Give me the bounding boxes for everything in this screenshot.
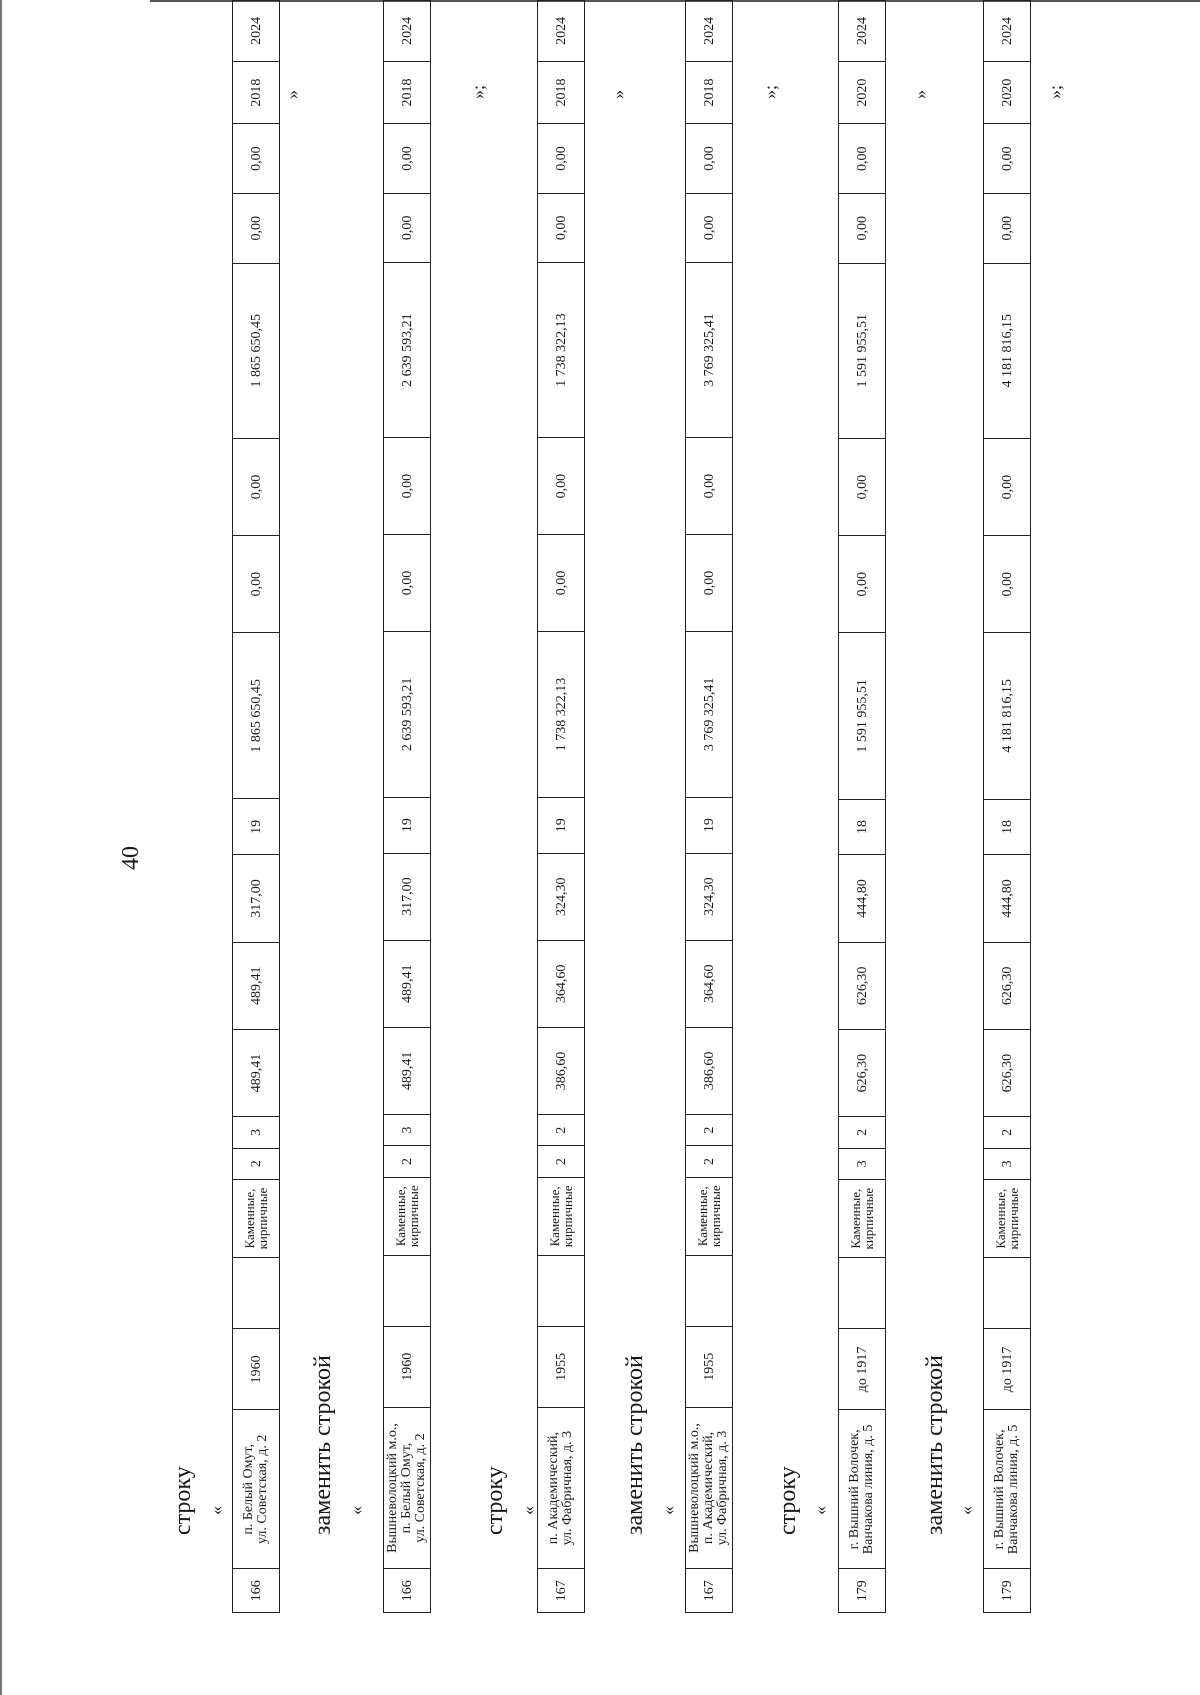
table-row (686, 1, 733, 1613)
cell-cost-owners: 3 769 325,41 (686, 263, 733, 438)
cell-address: г. Вышний Волочек, Ванчакова линия, д. 5 (839, 1410, 886, 1569)
cell-floors: 2 (384, 1146, 431, 1177)
cell-total-area: 386,60 (538, 1027, 585, 1114)
cell-residential-area: 324,30 (538, 853, 585, 940)
cell-number: 166 (384, 1569, 431, 1613)
section-heading: заменить строкой (622, 1355, 648, 1535)
cell-cost-regional: 0,00 (538, 438, 585, 535)
cell-residents: 18 (984, 799, 1031, 855)
quote-close: »; (1045, 84, 1065, 99)
cell-wall-material: Каменные, кирпичные (839, 1180, 886, 1258)
cell-residential-area: 317,00 (233, 855, 280, 942)
row-table (983, 0, 1031, 1613)
cell-living-area: 626,30 (984, 942, 1031, 1029)
cell-year-start: 2018 (233, 61, 280, 124)
cell-year-built: 1960 (384, 1326, 431, 1407)
cell-year-overhaul (839, 1258, 886, 1329)
cell-cost-regional: 0,00 (384, 438, 431, 535)
cell-year-overhaul (384, 1255, 431, 1326)
table-row (984, 1, 1031, 1613)
quote-open: « (346, 1506, 366, 1515)
cell-cost-other: 0,00 (839, 193, 886, 263)
cell-address: п. Белый Омут, ул. Советская, д. 2 (233, 1410, 280, 1569)
cell-residential-area: 324,30 (686, 853, 733, 940)
cell-year-end: 2024 (384, 1, 431, 62)
cell-total-area: 626,30 (984, 1029, 1031, 1116)
row-table (232, 0, 280, 1613)
cell-cost-total: 3 769 325,41 (686, 631, 733, 797)
cell-cost-extra: 0,00 (233, 124, 280, 194)
cell-address: Вышневолоцкий м.о., п. Белый Омут, ул. Советская, д. 2 (384, 1407, 431, 1569)
cell-number: 167 (538, 1569, 585, 1613)
cell-year-start: 2020 (839, 61, 886, 124)
quote-open: « (956, 1506, 976, 1515)
cell-year-end: 2024 (233, 1, 280, 62)
cell-year-start: 2020 (984, 61, 1031, 124)
quote-open: « (658, 1506, 678, 1515)
cell-cost-regional: 0,00 (233, 438, 280, 535)
cell-address: Вышневолоцкий м.о., п. Академический, ул. Фабричная, д. 3 (686, 1407, 733, 1569)
cell-year-overhaul (984, 1258, 1031, 1329)
cell-cost-extra: 0,00 (839, 124, 886, 194)
cell-entrances: 2 (538, 1115, 585, 1146)
row-table (685, 0, 733, 1613)
cell-residential-area: 317,00 (384, 853, 431, 940)
cell-wall-material: Каменные, кирпичные (233, 1179, 280, 1257)
cell-cost-total: 4 181 816,15 (984, 633, 1031, 799)
cell-cost-owners: 1 865 650,45 (233, 263, 280, 438)
cell-floors: 3 (984, 1148, 1031, 1179)
cell-year-overhaul (538, 1255, 585, 1326)
cell-cost-other: 0,00 (233, 193, 280, 263)
section-heading: строку (482, 1466, 508, 1535)
cell-cost-other: 0,00 (538, 193, 585, 262)
cell-living-area: 626,30 (839, 942, 886, 1029)
cell-year-end: 2024 (984, 1, 1031, 62)
cell-cost-extra: 0,00 (384, 124, 431, 193)
cell-floors: 2 (233, 1148, 280, 1179)
cell-living-area: 489,41 (384, 940, 431, 1027)
cell-floors: 3 (839, 1148, 886, 1179)
cell-living-area: 489,41 (233, 942, 280, 1029)
cell-cost-other: 0,00 (686, 193, 733, 262)
cell-cost-federal: 0,00 (233, 536, 280, 633)
section-heading: заменить строкой (922, 1355, 948, 1535)
cell-total-area: 489,41 (233, 1029, 280, 1116)
table-row (384, 1, 431, 1613)
cell-cost-other: 0,00 (984, 193, 1031, 263)
cell-residents: 19 (538, 797, 585, 853)
table-row (233, 1, 280, 1613)
cell-cost-federal: 0,00 (686, 535, 733, 632)
quote-close: »; (468, 84, 488, 99)
quote-open: « (206, 1506, 226, 1515)
cell-wall-material: Каменные, кирпичные (984, 1180, 1031, 1258)
cell-address: г. Вышний Волочек, Ванчакова линия, д. 5 (984, 1410, 1031, 1569)
row-table (537, 0, 585, 1613)
cell-cost-extra: 0,00 (984, 124, 1031, 194)
cell-total-area: 386,60 (686, 1027, 733, 1114)
cell-year-built: до 1917 (984, 1329, 1031, 1410)
cell-cost-extra: 0,00 (538, 124, 585, 193)
cell-cost-total: 2 639 593,21 (384, 631, 431, 797)
quote-open: « (518, 1506, 538, 1515)
cell-number: 179 (839, 1569, 886, 1613)
cell-cost-regional: 0,00 (984, 439, 1031, 536)
cell-year-start: 2018 (538, 61, 585, 123)
cell-entrances: 2 (686, 1114, 733, 1145)
cell-cost-federal: 0,00 (839, 536, 886, 633)
cell-year-start: 2018 (384, 61, 431, 123)
cell-total-area: 489,41 (384, 1027, 431, 1114)
cell-year-end: 2024 (839, 1, 886, 62)
quote-close: »; (760, 84, 780, 99)
cell-residents: 19 (384, 797, 431, 853)
cell-residential-area: 444,80 (984, 855, 1031, 942)
cell-cost-federal: 0,00 (984, 536, 1031, 633)
cell-year-built: 1955 (538, 1326, 585, 1407)
cell-year-built: 1955 (686, 1326, 733, 1407)
quote-open: « (810, 1506, 830, 1515)
cell-cost-federal: 0,00 (384, 535, 431, 632)
cell-residential-area: 444,80 (839, 855, 886, 942)
cell-year-end: 2024 (538, 1, 585, 62)
cell-residents: 19 (686, 797, 733, 853)
row-table (838, 0, 886, 1613)
cell-entrances: 2 (839, 1117, 886, 1148)
cell-year-built: до 1917 (839, 1329, 886, 1410)
cell-address: п. Академический, ул. Фабричная, д. 3 (538, 1407, 585, 1569)
cell-year-overhaul (686, 1255, 733, 1326)
row-table (383, 0, 431, 1613)
cell-wall-material: Каменные, кирпичные (384, 1177, 431, 1255)
cell-entrances: 2 (984, 1117, 1031, 1148)
cell-number: 166 (233, 1569, 280, 1613)
cell-cost-regional: 0,00 (686, 438, 733, 535)
cell-year-end: 2024 (686, 1, 733, 62)
cell-living-area: 364,60 (686, 940, 733, 1027)
cell-year-built: 1960 (233, 1329, 280, 1410)
cell-residents: 18 (839, 799, 886, 855)
cell-cost-other: 0,00 (384, 193, 431, 262)
cell-cost-total: 1 865 650,45 (233, 633, 280, 799)
cell-cost-owners: 2 639 593,21 (384, 263, 431, 438)
cell-cost-extra: 0,00 (686, 124, 733, 193)
section-heading: строку (170, 1466, 196, 1535)
cell-number: 167 (686, 1569, 733, 1613)
cell-year-start: 2018 (686, 61, 733, 123)
cell-cost-total: 1 591 955,51 (839, 633, 886, 799)
table-row (538, 1, 585, 1613)
cell-residents: 19 (233, 799, 280, 855)
cell-entrances: 3 (233, 1117, 280, 1148)
cell-wall-material: Каменные, кирпичные (538, 1177, 585, 1255)
cell-cost-regional: 0,00 (839, 439, 886, 536)
cell-year-overhaul (233, 1258, 280, 1329)
cell-entrances: 3 (384, 1114, 431, 1145)
page-number: 40 (118, 846, 144, 870)
cell-floors: 2 (686, 1146, 733, 1177)
cell-total-area: 626,30 (839, 1029, 886, 1116)
section-heading: заменить строкой (310, 1355, 336, 1535)
cell-floors: 2 (538, 1146, 585, 1177)
cell-cost-owners: 4 181 816,15 (984, 263, 1031, 438)
quote-close: » (608, 90, 628, 99)
quote-close: » (282, 90, 302, 99)
cell-cost-federal: 0,00 (538, 535, 585, 632)
section-heading: строку (775, 1466, 801, 1535)
cell-cost-owners: 1 591 955,51 (839, 263, 886, 438)
table-row (839, 1, 886, 1613)
cell-living-area: 364,60 (538, 940, 585, 1027)
cell-cost-total: 1 738 322,13 (538, 632, 585, 798)
quote-close: » (910, 90, 930, 99)
cell-cost-owners: 1 738 322,13 (538, 263, 585, 438)
cell-wall-material: Каменные, кирпичные (686, 1177, 733, 1255)
cell-number: 179 (984, 1569, 1031, 1613)
